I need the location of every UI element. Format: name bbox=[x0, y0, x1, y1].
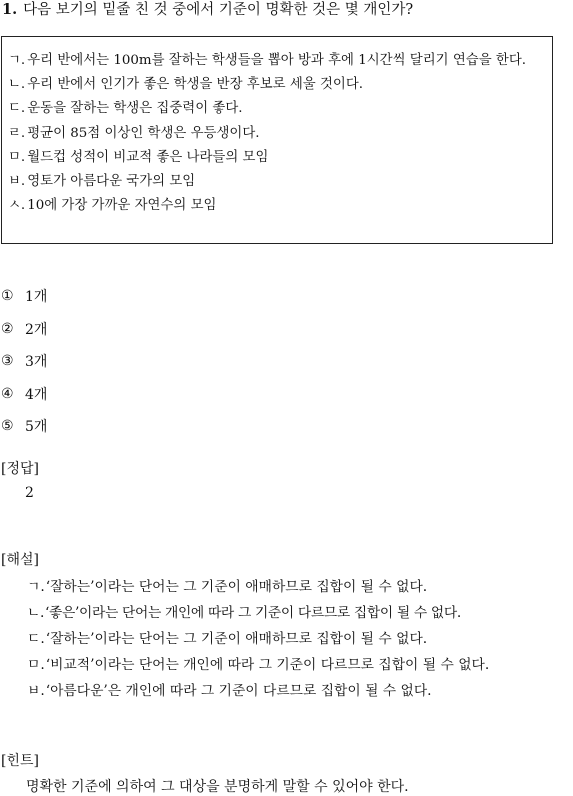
choice-5[interactable] bbox=[1, 410, 47, 443]
explanation-label: [해설] bbox=[1, 552, 39, 568]
choice-text: 3개 bbox=[25, 354, 48, 371]
example-item bbox=[8, 122, 546, 146]
example-item bbox=[8, 170, 546, 194]
example-text: 평균이 85점 이상인 학생은 우등생이다. bbox=[27, 125, 260, 141]
explanation-mark: ㅁ. bbox=[27, 657, 45, 673]
choice-mark: ③ bbox=[1, 353, 14, 370]
explanation-text: ‘아름다운’은 개인에 따라 그 기준이 다르므로 집합이 될 수 없다. bbox=[45, 683, 432, 699]
explanation-mark: ㄷ. bbox=[27, 631, 45, 647]
choice-mark: ② bbox=[1, 320, 14, 337]
example-mark: ㅁ. bbox=[8, 149, 26, 165]
example-mark: ㄷ. bbox=[8, 101, 26, 117]
choice-3[interactable] bbox=[1, 345, 47, 378]
example-item bbox=[8, 194, 546, 218]
explanation-list bbox=[1, 574, 573, 704]
explanation-text: ‘좋은’이라는 단어는 개인에 따라 그 기준이 다르므로 집합이 될 수 없다. bbox=[45, 605, 461, 621]
explanation-item bbox=[1, 626, 573, 652]
explanation-text: ‘잘하는’이라는 단어는 그 기준이 애매하므로 집합이 될 수 없다. bbox=[45, 579, 428, 595]
explanation-item bbox=[1, 678, 573, 704]
example-mark: ㄱ. bbox=[8, 53, 26, 68]
example-item bbox=[8, 73, 546, 97]
question-text: 다음 보기의 밑줄 친 것 중에서 기준이 명확한 것은 몇 개인가? bbox=[23, 2, 414, 18]
example-mark: ㄹ. bbox=[8, 125, 26, 141]
choice-text: 2개 bbox=[25, 321, 48, 338]
choice-1[interactable] bbox=[1, 280, 47, 313]
answer-choices bbox=[1, 280, 47, 443]
example-text: 10에 가장 가까운 자연수의 모임 bbox=[27, 198, 217, 214]
explanation-text: ‘잘하는’이라는 단어는 그 기준이 애매하므로 집합이 될 수 없다. bbox=[45, 631, 428, 647]
hint-text: 명확한 기준에 의하여 그 대상을 분명하게 말할 수 있어야 한다. bbox=[26, 779, 409, 795]
choice-2[interactable] bbox=[1, 313, 47, 346]
example-mark: ㄴ. bbox=[8, 77, 26, 93]
example-text: 우리 반에서는 100m를 잘하는 학생들을 뽑아 방과 후에 1시간씩 달리기 연습을 한다. bbox=[27, 53, 527, 68]
example-mark: ㅅ. bbox=[8, 198, 26, 214]
example-text: 영토가 아름다운 국가의 모임 bbox=[27, 174, 196, 190]
example-item bbox=[8, 97, 546, 121]
answer-label: [정답] bbox=[1, 461, 39, 477]
hint-label: [힌트] bbox=[1, 753, 39, 769]
question-number: 1. bbox=[2, 1, 18, 18]
explanation-text: ‘비교적’이라는 단어는 개인에 따라 그 기준이 다르므로 집합이 될 수 없다. bbox=[45, 657, 490, 673]
example-item bbox=[8, 49, 546, 73]
explanation-mark: ㅂ. bbox=[27, 683, 45, 699]
explanation-item bbox=[1, 600, 573, 626]
choice-mark: ④ bbox=[1, 385, 14, 402]
answer-value: 2 bbox=[25, 485, 34, 501]
explanation-mark: ㄴ. bbox=[27, 605, 45, 621]
explanation-item bbox=[1, 574, 573, 600]
example-item bbox=[8, 146, 546, 170]
example-text: 우리 반에서 인기가 좋은 학생을 반장 후보로 세울 것이다. bbox=[27, 77, 364, 93]
choice-mark: ① bbox=[1, 288, 14, 305]
example-text: 월드컵 성적이 비교적 좋은 나라들의 모임 bbox=[27, 149, 269, 165]
choice-text: 5개 bbox=[25, 419, 48, 436]
choice-text: 1개 bbox=[25, 289, 48, 306]
question bbox=[2, 0, 413, 20]
choice-text: 4개 bbox=[25, 386, 48, 403]
example-box bbox=[1, 36, 553, 244]
explanation-mark: ㄱ. bbox=[27, 579, 45, 595]
explanation-item bbox=[1, 652, 573, 678]
choice-mark: ⑤ bbox=[1, 418, 14, 435]
example-text: 운동을 잘하는 학생은 집중력이 좋다. bbox=[27, 101, 243, 117]
example-mark: ㅂ. bbox=[8, 174, 26, 190]
choice-4[interactable] bbox=[1, 378, 47, 411]
